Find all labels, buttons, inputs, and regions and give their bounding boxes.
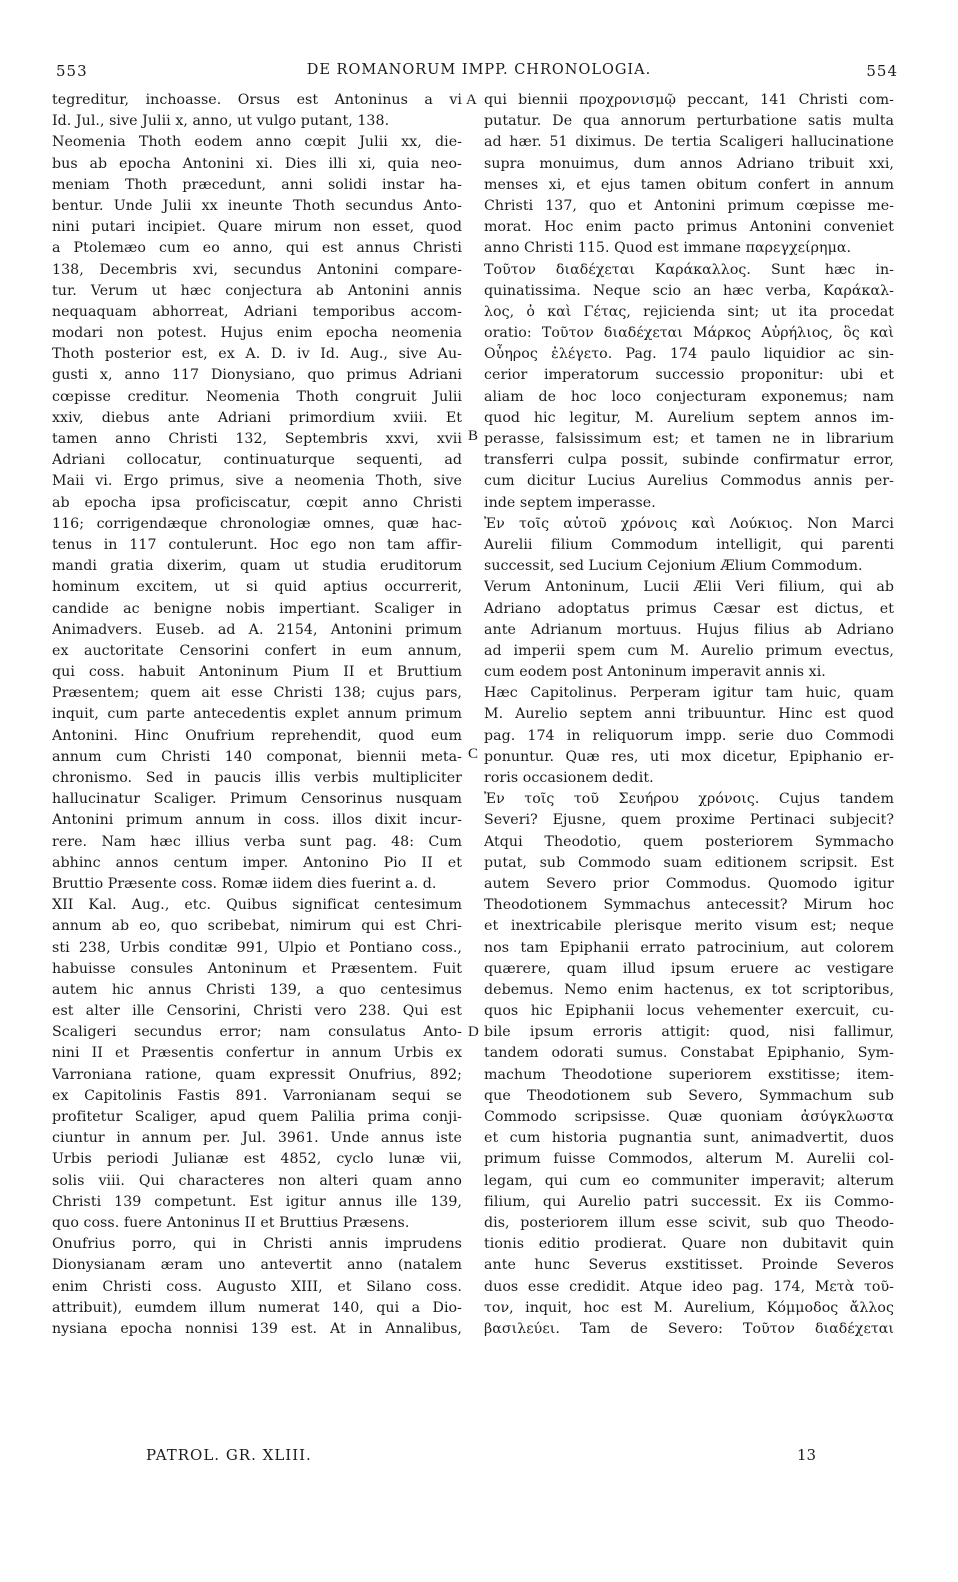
- text-line: que Theodotionem sub Severo, Symmachum sub: [484, 1087, 894, 1104]
- text-line: ad hær. 51 diximus. De tertia Scaligeri hallucinatione: [484, 134, 894, 151]
- text-line: hallucinatur Scaliger. Primum Censorinus nusquam: [52, 791, 462, 808]
- text-line: legam, qui cum eo communiter imperavit; alterum: [484, 1172, 894, 1189]
- text-line: filium, qui Aurelio patri successit. Ex iis Commo-: [484, 1193, 894, 1210]
- text-line: Τοῦτον διαδέχεται Καράκαλλος. Sunt hæc in-: [484, 261, 894, 278]
- text-line: Atqui Theodotio, quem posteriorem Symmacho: [484, 833, 894, 850]
- text-line: λος, ὁ καὶ Γέτας, rejicienda sint; ut ita procedat: [484, 303, 894, 320]
- text-line: ante hunc Severus exstitisset. Proinde Severos: [484, 1257, 894, 1274]
- text-line: anno Christi 115. Quod est immane παρεγχείρημα.: [484, 240, 852, 257]
- text-line: chronismo. Sed in paucis illis verbis multipliciter: [52, 770, 462, 786]
- section-marker-b: B: [468, 428, 479, 444]
- text-line: Theodotionem Symmachus antecessit? Mirum hoc: [484, 897, 894, 914]
- text-line: bus ab epocha Antonini xi. Dies illi xi, quia neo-: [52, 155, 462, 172]
- text-line: qui coss. habuit Antoninum Pium II et Bruttium: [52, 664, 462, 681]
- text-line: tionis editio prodierat. Quare non dubitavit quin: [484, 1236, 894, 1253]
- text-line: Adriano adoptatus primus Cæsar est dictus, et: [484, 600, 894, 617]
- text-line: ciuntur in annum per. Jul. 3961. Unde annus iste: [52, 1130, 462, 1147]
- text-line: cum eodem post Antoninum imperavit annis xi.: [484, 664, 826, 681]
- text-line: roris occasionem dedit.: [484, 770, 654, 786]
- text-line: pag. 174 in reliquorum impp. serie duo Commodi: [484, 727, 894, 744]
- text-line: Verum Antoninum, Lucii Ælii Veri filium, qui ab: [484, 579, 894, 596]
- text-line: habuisse consules Antoninum et Præsentem. Fuit: [52, 960, 462, 977]
- section-marker-d: D: [468, 1024, 479, 1040]
- text-line: Ἐν τοῖς τοῦ Σευήρου χρόνοις. Cujus tandem: [484, 791, 894, 808]
- text-line: bentur. Unde Julii xx ineunte Thoth secundus Anto-: [52, 197, 462, 214]
- text-line: Dionysianam æram uno antevertit anno (natalem: [52, 1257, 462, 1274]
- text-line: enim Christi coss. Augusto XIII, et Silano coss.: [52, 1278, 462, 1295]
- text-line: nysiana epocha nonnisi 139 est. At in Annalibus,: [52, 1320, 462, 1337]
- text-line: nini II et Præsentis confertur in annum Urbis ex: [52, 1045, 462, 1062]
- section-marker-c: C: [468, 746, 479, 762]
- text-line: ante Adrianum mortuus. Hujus filius ab Adriano: [484, 621, 894, 638]
- text-line: primum fuisse Commodos, alterum M. Aurelii col-: [484, 1151, 894, 1168]
- text-line: menses xi, et ejus tamen obitum confert in annum: [484, 176, 894, 193]
- text-line: Antonini primum annum in coss. illos dixit incur-: [52, 812, 462, 829]
- text-line: Varroniana ratione, quam expressit Onufrius, 892;: [52, 1066, 462, 1083]
- text-line: quo coss. fuere Antoninus II et Bruttius Præsens.: [52, 1214, 410, 1231]
- text-line: quærere, quam illud ipsum eruere ac vestigare: [484, 960, 894, 977]
- text-line: transferri culpa possit, subinde confirmatur error,: [484, 452, 894, 469]
- text-line: Christi 137, quo et Antonini primum cœpisse me-: [484, 197, 894, 214]
- text-line: aliam de hoc loco conjecturam exponemus; nam: [484, 388, 894, 405]
- text-line: ex auctoritate Censorini confert in eum annum,: [52, 642, 462, 659]
- text-line: Scaligeri secundus error; nam consulatus Anto-: [52, 1024, 462, 1041]
- text-line: rere. Nam hæc illius verba sunt pag. 48: Cum: [52, 833, 462, 850]
- text-line: Hæc Capitolinus. Perperam igitur tam huic, quam: [484, 685, 894, 702]
- text-line: Severi? Ejusne, quem proxime Pertinaci subjecit?: [484, 812, 894, 829]
- text-line: Christi 139 competunt. Est igitur annus ille 139,: [52, 1193, 462, 1210]
- text-line: Urbis periodi Julianæ est 4852, cyclo lunæ vii,: [52, 1151, 462, 1168]
- text-line: ad imperii spem cum M. Aurelio primum evectus,: [484, 642, 894, 659]
- text-line: ab epocha ipsa proficiscatur, cœpit anno Christi: [52, 494, 462, 511]
- text-line: Antonini. Hinc Onufrium reprehendit, quod eum: [52, 727, 462, 744]
- text-line: meniam Thoth præcedunt, anni solidi instar ha-: [52, 176, 462, 193]
- text-line: Bruttio Præsente coss. Romæ iidem dies fuerint a. d.: [52, 875, 437, 892]
- text-line: tamen anno Christi 132, Septembris xxvi, xvii: [52, 431, 462, 447]
- page-footer: [0, 1446, 958, 1470]
- text-line: sti 238, Urbis conditæ 991, Ulpio et Pontiano coss.,: [52, 939, 462, 956]
- text-line: Maii vi. Ergo primus, sive a neomenia Thoth, sive: [52, 473, 462, 490]
- text-line: inquit, cum parte antecedentis explet annum primum: [52, 706, 462, 723]
- text-line: est alter ille Censorini, Christi vero 238. Qui est: [52, 1003, 462, 1020]
- text-line: modari non potest. Hujus enim epocha neomenia: [52, 325, 462, 342]
- text-line: morat. Hoc enim pacto primus Antonini conveniet: [484, 219, 894, 236]
- text-line: supra monuimus, dum annos Adriano tribuit xxi,: [484, 155, 894, 172]
- text-line: Onufrius porro, qui in Christi annis imprudens: [52, 1236, 462, 1253]
- text-line: nequaquam abhorreat, Adriani temporibus accom-: [52, 303, 462, 320]
- text-line: annum ab eo, quo scribebat, nimirum qui est Chri-: [52, 918, 462, 935]
- text-line: Thoth posterior est, ex A. D. iv Id. Aug., sive Au-: [52, 346, 462, 363]
- left-column: [52, 90, 462, 1340]
- text-line: annum cum Christi 140 componat, biennii meta-: [52, 748, 462, 765]
- text-line: ponuntur. Quæ res, uti mox dicetur, Epiphanio er-: [484, 748, 894, 765]
- text-line: XII Kal. Aug., etc. Quibus significat centesimum: [52, 897, 462, 914]
- text-line: hominum excitem, ut si quid aptius occurrerit,: [52, 579, 462, 596]
- text-line: machum Theodotione superiorem exstitisse; item-: [484, 1066, 894, 1083]
- text-line: candide ac benigne nobis impertiant. Scaliger in: [52, 600, 462, 617]
- text-line: Neomenia Thoth eodem anno cœpit Julii xx, die-: [52, 134, 462, 151]
- text-line: nos tam Epiphanii errato patrocinium, aut colorem: [484, 939, 894, 956]
- text-line: Animadvers. Euseb. ad A. 2154, Antonini primum: [52, 621, 462, 638]
- text-line: dis, posteriorem illum esse scivit, sub quo Theodo-: [484, 1214, 894, 1231]
- left-page-number: 553: [56, 62, 88, 80]
- text-line: bile ipsum erroris attigit: quod, nisi fallimur,: [484, 1024, 894, 1041]
- text-line: Ἐν τοῖς αὐτοῦ χρόνοις καὶ Λούκιος. Non Marci: [484, 515, 894, 532]
- text-line: cœpisse creditur. Neomenia Thoth congruit Julii: [52, 388, 462, 405]
- text-line: tur. Verum ut hæc conjectura ab Antonini annis: [52, 282, 462, 299]
- text-line: mandi gratia dixerim, quam ut studia eruditorum: [52, 558, 462, 575]
- text-line: putat, sub Commodo suam editionem scripsit. Est: [484, 854, 894, 871]
- text-line: tandem odorati sumus. Constabat Epiphanio, Sym-: [484, 1045, 894, 1062]
- running-header: [0, 62, 958, 86]
- text-line: tegreditur, inchoasse. Orsus est Antoninus a vi: [52, 92, 462, 108]
- text-line: quos hic Epiphanii locus vehementer exercuit, cu-: [484, 1003, 894, 1020]
- section-marker-a: A: [466, 92, 477, 108]
- text-line: a Ptolemæo cum eo anno, qui est annus Christi: [52, 240, 462, 257]
- text-line: nini putari incipiet. Quare mirum non esset, quod: [52, 219, 462, 236]
- text-line: attribuit), eumdem illum numerat 140, qui a Dio-: [52, 1299, 462, 1316]
- text-line: profitetur Scaliger, apud quem Palilia prima conji-: [52, 1109, 462, 1125]
- text-line: 116; corrigendæque chronologiæ omnes, quæ hac-: [52, 515, 462, 532]
- text-line: ex Capitolinis Fastis 891. Varronianam sequi se: [52, 1087, 462, 1104]
- text-line: gusti x, anno 117 Dionysiano, quo primus Adriani: [52, 367, 462, 384]
- text-line: oratio: Τοῦτον διαδέχεται Μάρκος Αὐρήλιος, ὃς καὶ: [484, 325, 894, 342]
- text-line: Aurelii filium Commodum intelligit, qui parenti: [484, 536, 894, 553]
- text-line: quinatissima. Neque scio an hæc verba, Καράκαλ-: [484, 282, 894, 299]
- text-line: Adriani collocatur, continuaturque sequenti, ad: [52, 452, 462, 469]
- text-line: abhinc annos centum imper. Antonino Pio II et: [52, 854, 462, 871]
- text-line: cerior imperatorum successio proponitur: ubi et: [484, 367, 894, 384]
- text-line: inde septem imperasse.: [484, 494, 656, 511]
- text-line: Commodo scripsisse. Quæ quoniam ἀσύγκλωστα: [484, 1109, 894, 1125]
- text-line: solis viii. Qui characteres non alteri quam anno: [52, 1172, 462, 1189]
- text-line: M. Aurelio septem anni tribuuntur. Hinc est quod: [484, 706, 894, 723]
- text-line: Id. Jul., sive Julii x, anno, ut vulgo putant, 138.: [52, 113, 390, 130]
- text-line: debemus. Nemo enim hactenus, ex tot scriptoribus,: [484, 981, 894, 998]
- text-line: perasse, falsissimum est; et tamen ne in librarium: [484, 431, 894, 447]
- text-line: Οὖηρος ἐλέγετο. Pag. 174 paulo liquidior ac sin-: [484, 346, 894, 363]
- running-title: DE ROMANORUM IMPP. CHRONOLOGIA.: [306, 62, 652, 78]
- text-line: successit, sed Lucium Cejonium Ælium Commodum.: [484, 558, 863, 575]
- sheet-number: 13: [797, 1446, 817, 1464]
- text-line: τον, inquit, hoc est M. Aurelium, Κόμμοδος ἄλλος: [484, 1299, 894, 1316]
- text-line: putatur. De qua annorum perturbatione satis multa: [484, 113, 894, 130]
- text-line: tenus in 117 contulerunt. Hoc ego non tam affir-: [52, 536, 462, 553]
- patrology-signature: PATROL. GR. XLIII.: [146, 1446, 312, 1464]
- text-line: βασιλεύει. Tam de Severo: Τοῦτον διαδέχεται: [484, 1320, 894, 1337]
- text-line: et cum historia pugnantia sunt, animadvertit, duos: [484, 1130, 894, 1147]
- text-line: cum dicitur Lucius Aurelius Commodus annis per-: [484, 473, 894, 490]
- text-line: duos esse credidit. Atque ideo pag. 174, Μετὰ τοῦ-: [484, 1278, 894, 1295]
- text-line: autem hic annus Christi 139, a quo centesimus: [52, 981, 462, 998]
- text-line: autem Severo prior Commodus. Quomodo igitur: [484, 875, 894, 892]
- text-line: qui biennii προχρονισμῷ peccant, 141 Christi com-: [484, 92, 894, 108]
- text-line: Præsentem; quem ait esse Christi 138; cujus pars,: [52, 685, 462, 702]
- right-column: [484, 90, 894, 1340]
- text-line: xxiv, diebus ante Adriani primordium xviii. Et: [52, 409, 462, 426]
- text-line: quod hic legitur, M. Aurelium septem annos im-: [484, 409, 894, 426]
- text-line: et inextricabile plerisque merito visum est; neque: [484, 918, 894, 935]
- text-line: 138, Decembris xvi, secundus Antonini compare-: [52, 261, 462, 278]
- right-page-number: 554: [866, 62, 898, 80]
